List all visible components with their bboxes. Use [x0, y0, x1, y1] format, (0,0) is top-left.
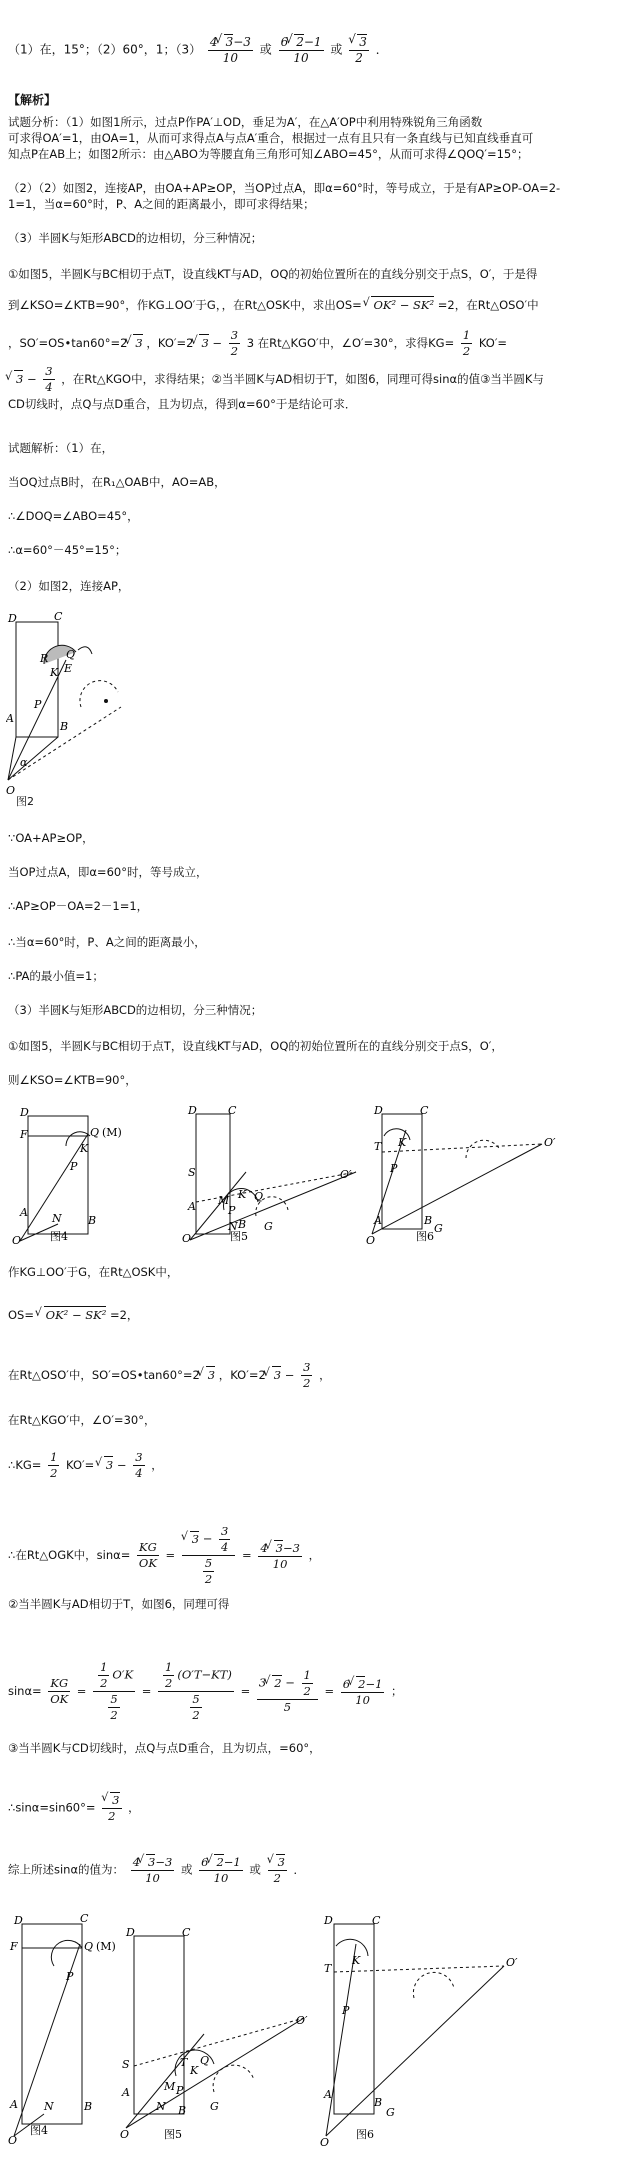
frac-nested: $\frac{1}{2}$ (O′T−KT) $\frac{5}{2}$ — [158, 1660, 234, 1723]
answer-line — [8, 34, 388, 66]
svg-text:E: E — [64, 662, 73, 675]
svg-text:Q: Q — [254, 1190, 264, 1203]
svg-text:Q: Q — [90, 1126, 100, 1139]
answer-text: （1）在，15°；（2）60°，1；（3） — [8, 42, 202, 57]
svg-text:O: O — [366, 1234, 376, 1246]
svg-text:O: O — [320, 2136, 330, 2149]
svg-text:D: D — [374, 1106, 383, 1117]
frac-result: $\frac{6√ 2-1}{10}$ — [341, 1676, 385, 1708]
sqrt-expr: √ 3 — [199, 334, 208, 351]
figure-5-bottom-caption: 图5 — [164, 2128, 182, 2141]
svg-text:T: T — [374, 1140, 382, 1153]
svg-text:B: B — [424, 1214, 433, 1227]
svg-text:F: F — [10, 1940, 18, 1953]
figure-6-caption: 图6 — [416, 1230, 434, 1243]
solution-line: ①如图5，半圆K与BC相切于点T，设直线KT与AD，OQ的初始位置所在的直线分别交于点S，O′， — [8, 1039, 503, 1053]
svg-text:D: D — [126, 1926, 135, 1939]
analysis-line: 可求得OA′=1，由OA=1，从而可求得点A与点A′重合，根据过一点有且只有一条直线与已知直线垂直可 — [8, 131, 534, 145]
svg-text:N: N — [228, 1220, 238, 1233]
svg-text:G: G — [434, 1222, 443, 1235]
sqrt-expr: √ OK² − SK² — [365, 298, 434, 312]
solution-line: ∴AP≥OP－OA=2－1=1， — [8, 899, 149, 913]
figure-4-bottom-caption: 图4 — [30, 2124, 48, 2137]
solution-line: ∴KG= $\frac{1}{2}$ KO′= √ 3 − $\frac{3}{4}$ ， — [8, 1450, 163, 1481]
answer-frac-2: $\frac{6√ 2-1}{10}$ — [279, 34, 324, 66]
solution-text: ， — [128, 1800, 140, 1815]
figure-4-caption: 图4 — [50, 1230, 68, 1243]
answer-frac-3: √ $\frac{3}{2}$ — [349, 34, 369, 66]
svg-text:P: P — [228, 1204, 236, 1217]
solution-text: ， — [151, 1458, 163, 1472]
svg-text:B: B — [178, 2104, 187, 2117]
analysis-line: 知点P在AB上；如图2所示：由△ABO为等腰直角三角形可知∠ABO=45°，从而可求得∠QOQ′=15°； — [8, 147, 529, 161]
svg-text:S: S — [122, 2058, 130, 2071]
analysis-line — [8, 296, 539, 313]
frac-1-2: $\frac{1}{2}$ — [462, 328, 471, 358]
solution-line — [8, 1792, 140, 1824]
svg-text:A: A — [122, 2086, 130, 2099]
analysis-line: ①如图5，半圆K与BC相切于点T，设直线KT与AD，OQ的初始位置所在的直线分别交于点S，O′，于是得 — [8, 267, 538, 281]
svg-text:M: M — [218, 1194, 230, 1207]
svg-text:A: A — [188, 1200, 196, 1213]
svg-text:N: N — [44, 2100, 54, 2113]
svg-text:D: D — [8, 612, 17, 625]
svg-text:A: A — [6, 712, 14, 725]
svg-text:R: R — [40, 652, 49, 665]
solution-line: （2）如图2，连接AP， — [8, 579, 130, 593]
solution-text: sinα= — [8, 1684, 42, 1698]
solution-line: ②当半圆K与AD相切于T，如图6，同理可得 — [8, 1597, 230, 1611]
or-text: 或 — [330, 42, 343, 57]
svg-text:K: K — [190, 2064, 199, 2077]
frac-3-4: $\frac{3}{4}$ — [135, 1450, 143, 1480]
solution-line: 当OQ过点B时，在R₁△OAB中，AO=AB， — [8, 475, 226, 489]
svg-text:D: D — [20, 1106, 29, 1119]
analysis-text: =2，在Rt△OSO′中 — [437, 298, 539, 312]
svg-text:α: α — [20, 756, 28, 769]
sqrt-expr: √ 3 — [104, 1456, 113, 1473]
svg-text:O′: O′ — [296, 2014, 308, 2027]
solution-line: ∵OA+AP≥OP， — [8, 831, 94, 845]
frac-1-2: $\frac{1}{2}$ — [50, 1450, 58, 1480]
solution-line: 作KG⊥OO′于G，在Rt△OSK中， — [8, 1265, 179, 1279]
svg-text:P: P — [70, 1160, 78, 1173]
solution-text: ； — [391, 1684, 403, 1698]
svg-text:O′: O′ — [506, 1956, 518, 1969]
sqrt-expr: √ OK² − SK² — [44, 1306, 107, 1323]
sqrt-expr: √ 3 — [133, 334, 142, 351]
solution-text: ∴sinα=sin60°= — [8, 1800, 96, 1815]
frac-nested: $\frac{1}{2}$ O′K $\frac{5}{2}$ — [93, 1660, 135, 1723]
svg-text:B: B — [84, 2100, 93, 2113]
svg-text:A: A — [374, 1214, 382, 1227]
figures-4-5-6-drawing — [6, 1106, 566, 1246]
svg-text:C: C — [182, 1926, 191, 1939]
solution-line: ∴α=60°－45°=15°； — [8, 543, 127, 557]
solution-line: 则∠KSO=∠KTB=90°， — [8, 1073, 137, 1087]
frac-kg-ok: $\frac{KG}{OK}$ — [138, 1540, 157, 1570]
figure-2-caption: 图2 — [16, 795, 34, 808]
svg-text:(M): (M) — [96, 1940, 116, 1953]
svg-text:S: S — [188, 1166, 196, 1179]
svg-text:D: D — [324, 1914, 333, 1927]
svg-text:K: K — [398, 1136, 407, 1149]
svg-text:F: F — [20, 1128, 28, 1141]
figure-2 — [6, 612, 146, 802]
svg-text:Q: Q — [66, 648, 76, 661]
frac-3-2: $\frac{3}{2}$ — [230, 328, 239, 358]
frac-result: $\frac{4√ 3-3}{10}$ — [258, 1540, 302, 1572]
svg-text:P: P — [176, 2084, 184, 2097]
solution-line: 试题解析：（1）在， — [8, 441, 114, 455]
svg-text:K: K — [80, 1142, 89, 1155]
svg-text:A: A — [10, 2098, 18, 2111]
analysis-text: 到∠KSO=∠KTB=90°，作KG⊥OO′于G，，在Rt△OSK中，求出OS= — [8, 298, 362, 312]
svg-text:O′: O′ — [340, 1168, 352, 1181]
solution-text: KO′= — [66, 1458, 95, 1472]
svg-text:D: D — [188, 1106, 197, 1117]
solution-line: ∴∠DOQ=∠ABO=45°， — [8, 509, 139, 523]
solution-text: ，KO′=2 — [218, 1368, 266, 1382]
solution-text: ∴KG= — [8, 1458, 42, 1472]
svg-text:D: D — [14, 1914, 23, 1927]
svg-text:P: P — [66, 1970, 74, 1983]
svg-text:O: O — [120, 2128, 130, 2141]
solution-line: （3）半圆K与矩形ABCD的边相切，分三种情况； — [8, 1003, 263, 1017]
solution-text: =2， — [109, 1308, 139, 1322]
analysis-line: CD切线时，点Q与点D重合，且为切点，得到α=60°于是结论可求． — [8, 397, 357, 411]
solution-text: ， — [319, 1368, 331, 1382]
solution-text: 综上所述sinα的值为： — [8, 1862, 125, 1877]
svg-text:A: A — [20, 1206, 28, 1219]
analysis-line: ，SO′=OS•tan60°=2√ 3 ，KO′=2√ 3 − $\frac{3}{2}$ 3 在Rt△KGO′中，∠O′=30°，求得KG= $\frac{1}{2}$ KO′= — [8, 328, 507, 359]
summary-frac-3: √ $\frac{3}{2}$ — [268, 1854, 287, 1886]
svg-text:O: O — [6, 784, 16, 797]
svg-text:O: O — [182, 1232, 192, 1245]
svg-text:T: T — [180, 2056, 188, 2069]
solution-line: 当OP过点A，即α=60°时，等号成立， — [8, 865, 208, 879]
svg-text:A: A — [324, 2088, 332, 2101]
svg-text:B: B — [374, 2096, 383, 2109]
figures-4-5-6-bottom — [4, 1914, 604, 2164]
solution-line: ③当半圆K与CD切线时，点Q与点D重合，且为切点，=60°， — [8, 1741, 321, 1755]
analysis-line: 1=1，当α=60°时，P、A之间的距离最小，即可求得结果； — [8, 197, 315, 211]
svg-text:C: C — [372, 1914, 381, 1927]
summary-frac-2: $\frac{6√ 2-1}{10}$ — [199, 1854, 243, 1886]
solution-text: ， — [308, 1548, 321, 1562]
or-text: 或 — [180, 1862, 193, 1877]
svg-text:C: C — [80, 1914, 89, 1925]
svg-text:C: C — [228, 1106, 237, 1117]
summary-frac-1: $\frac{4√ 3-3}{10}$ — [131, 1854, 175, 1886]
solution-line: sinα= $\frac{KG}{OK}$ = $\frac{1}{2}$ O′K $\frac{5}{2}$ = $\frac{1}{2}$ (O′T−KT) $\frac{5}{2}$ = 3√ 2 − $\frac{1}{2}$ 5 = $\frac{6√ 2-1}{10}$ ； — [8, 1660, 403, 1723]
frac-3-2: $\frac{3}{2}$ — [303, 1360, 311, 1390]
solution-text: ∴在Rt△OGK中，sinα= — [8, 1548, 131, 1562]
svg-text:K: K — [50, 666, 59, 679]
svg-text:O′: O′ — [544, 1136, 556, 1149]
solution-line: 在Rt△KGO′中，∠O′=30°， — [8, 1413, 156, 1427]
frac-3-4: $\frac{3}{4}$ — [45, 364, 53, 394]
svg-text:B: B — [238, 1218, 247, 1231]
svg-text:B: B — [60, 720, 69, 733]
analysis-line: √ 3 − $\frac{3}{4}$ ，在Rt△KGO中，求得结果；②当半圆K与AD相切于T，如图6，同理可得sinα的值③当半圆K与 — [8, 364, 544, 395]
figure-5-caption: 图5 — [230, 1230, 248, 1243]
frac-kg-ok: $\frac{KG}{OK}$ — [50, 1676, 69, 1706]
solution-line: ∴在Rt△OGK中，sinα= $\frac{KG}{OK}$ = √ 3 − $\frac{3}{4}$ $\frac{5}{2}$ = $\frac{4√ 3-3}{10}$ ， — [8, 1524, 320, 1587]
solution-line — [8, 1306, 138, 1323]
analysis-line: 试题分析：（1）如图1所示，过点P作PA′⊥OD，垂足为A′，在△A′OP中利用特殊锐角三角函数 — [8, 115, 483, 129]
jiexi-header: 【解析】 — [8, 93, 57, 107]
svg-text:Q: Q — [200, 2054, 210, 2067]
frac-nested: 3√ 2 − $\frac{1}{2}$ 5 — [257, 1668, 318, 1715]
svg-text:T: T — [324, 1962, 332, 1975]
period: ． — [293, 1862, 306, 1877]
or-text: 或 — [259, 42, 272, 57]
svg-text:K: K — [238, 1188, 247, 1201]
analysis-text: KO′= — [478, 336, 508, 350]
solution-text: OS= — [8, 1308, 34, 1322]
analysis-text: 3 在Rt△KGO′中，∠O′=30°，求得KG= — [246, 336, 455, 350]
analysis-text: ，KO′=2 — [146, 336, 194, 350]
analysis-text: ，SO′=OS•tan60°=2 — [8, 336, 128, 350]
svg-text:P: P — [390, 1162, 398, 1175]
svg-text:P: P — [342, 2004, 350, 2017]
svg-text:P: P — [34, 698, 42, 711]
analysis-text: ，在Rt△KGO中，求得结果；②当半圆K与AD相切于T，如图6，同理可得sinα的值③当半圆K与 — [61, 372, 544, 386]
solution-line — [8, 1854, 305, 1886]
figure-2-drawing — [6, 612, 146, 802]
figures-4-5-6 — [6, 1106, 566, 1246]
svg-text:N: N — [52, 1212, 62, 1225]
solution-line: ∴当α=60°时，P、A之间的距离最小， — [8, 935, 206, 949]
frac-nested: √ 3 − $\frac{3}{4}$ $\frac{5}{2}$ — [182, 1524, 236, 1587]
solution-line: ∴PA的最小值=1； — [8, 969, 104, 983]
svg-text:M: M — [164, 2080, 176, 2093]
svg-text:G: G — [264, 1220, 273, 1233]
or-text: 或 — [249, 1862, 261, 1877]
svg-text:(M): (M) — [102, 1126, 122, 1139]
figure-6-bottom-caption: 图6 — [356, 2128, 374, 2141]
svg-text:G: G — [386, 2106, 395, 2119]
svg-text:N: N — [156, 2100, 166, 2113]
sqrt-expr: √ 3 — [14, 370, 23, 387]
frac-sqrt3-2: √ $\frac{3}{2}$ — [102, 1792, 121, 1824]
analysis-line: （2）（2）如图2，连接AP，由OA+AP≥OP，当OP过点A，即α=60°时，等号成立，于是有AP≥OP-OA=2- — [8, 181, 561, 195]
svg-text:G: G — [210, 2100, 219, 2113]
svg-text:K: K — [352, 1954, 361, 1967]
answer-frac-1: $\frac{4√ 3-3}{10}$ — [208, 34, 253, 66]
solution-line: 在Rt△OSO′中，SO′=OS•tan60°=2√ 3 ，KO′=2√ 3 − $\frac{3}{2}$ ， — [8, 1360, 331, 1391]
sqrt-expr: √ 3 — [206, 1366, 215, 1383]
svg-text:C: C — [54, 612, 63, 623]
svg-text:O: O — [12, 1234, 22, 1246]
svg-text:Q: Q — [84, 1940, 94, 1953]
svg-text:B: B — [88, 1214, 97, 1227]
solution-text: 在Rt△OSO′中，SO′=OS•tan60°=2 — [8, 1368, 200, 1382]
svg-text:O: O — [8, 2134, 18, 2147]
svg-text:C: C — [420, 1106, 429, 1117]
sqrt-expr: √ 3 — [272, 1366, 281, 1383]
period: ． — [375, 42, 388, 57]
analysis-line: （3）半圆K与矩形ABCD的边相切，分三种情况； — [8, 231, 263, 245]
figures-4-5-6-bottom-drawing — [4, 1914, 604, 2164]
